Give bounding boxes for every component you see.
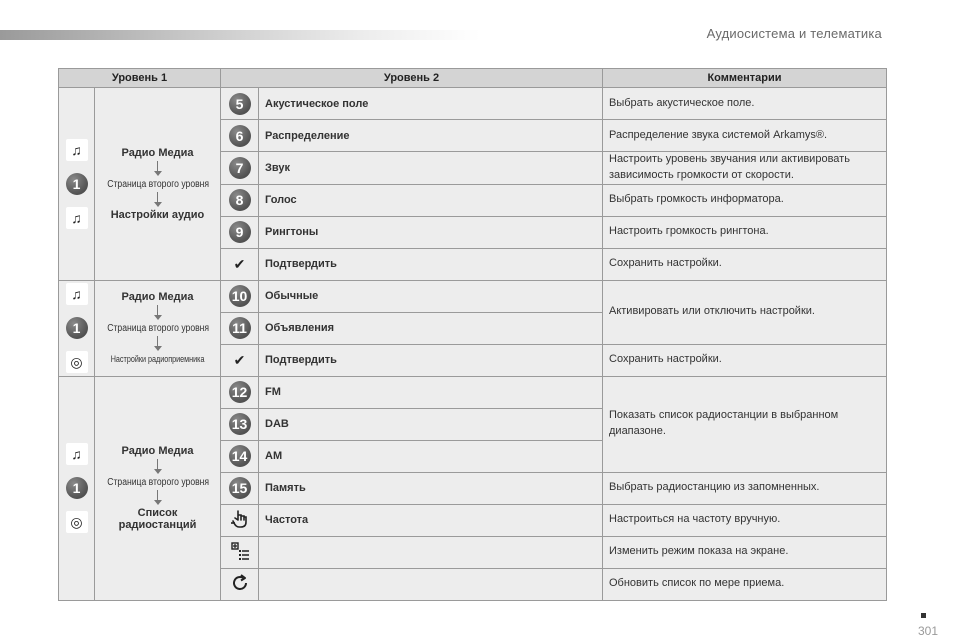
header-level-2: Уровень 2 xyxy=(221,69,603,88)
page-marker xyxy=(921,613,926,618)
level2-label: Акустическое поле xyxy=(259,88,603,120)
arrow-down-icon xyxy=(99,192,216,207)
level2-label: Память xyxy=(259,472,603,504)
hand-touch-icon xyxy=(229,508,251,530)
comment-text: Сохранить настройки. xyxy=(603,248,887,280)
arrow-down-icon xyxy=(99,161,216,176)
nav-audio-settings: Настройки аудио xyxy=(110,208,205,221)
group-2-icons xyxy=(59,280,95,376)
level2-label xyxy=(259,536,603,568)
level2-label: AM xyxy=(259,440,603,472)
level2-label xyxy=(259,568,603,600)
step-badge: 1 xyxy=(66,477,88,499)
radio-antenna-icon: ◎ xyxy=(66,351,88,373)
number-badge: 8 xyxy=(229,189,251,211)
step-badge: 1 xyxy=(66,317,88,339)
music-settings-icon: ♫ xyxy=(66,207,88,229)
comment-text: Выбрать громкость информатора. xyxy=(603,184,887,216)
number-badge: 7 xyxy=(229,157,251,179)
number-badge: 12 xyxy=(229,381,251,403)
checkmark-icon: ✔ xyxy=(233,351,246,368)
nav-radio-media: Радио Медиа xyxy=(121,445,194,458)
music-note-icon: ♫ xyxy=(66,139,88,161)
arrow-down-icon xyxy=(99,459,216,474)
level2-label: DAB xyxy=(259,408,603,440)
level2-label: Частота xyxy=(259,504,603,536)
level2-label: Звук xyxy=(259,152,603,185)
number-badge: 9 xyxy=(229,221,251,243)
refresh-icon xyxy=(229,572,251,594)
comment-text: Обновить список по мере приема. xyxy=(603,568,887,600)
page-number: 301 xyxy=(917,624,938,638)
step-badge: 1 xyxy=(66,173,88,195)
comment-text: Изменить режим показа на экране. xyxy=(603,536,887,568)
comment-text: Выбрать радиостанцию из запомненных. xyxy=(603,472,887,504)
number-badge: 15 xyxy=(229,477,251,499)
nav-radio-media: Радио Медиа xyxy=(121,146,194,159)
nav-radio-settings: Настройки радиоприемника xyxy=(110,354,205,365)
number-badge: 13 xyxy=(229,413,251,435)
number-badge: 6 xyxy=(229,125,251,147)
number-badge: 5 xyxy=(229,93,251,115)
comment-text: Активировать или отключить настройки. xyxy=(603,280,887,344)
comment-text: Сохранить настройки. xyxy=(603,344,887,376)
header-level-1: Уровень 1 xyxy=(59,69,221,88)
group-1-icons xyxy=(59,88,95,281)
table-row xyxy=(59,280,887,312)
level2-label: Подтвердить xyxy=(259,344,603,376)
level2-label: Распределение xyxy=(259,120,603,152)
level2-label: Подтвердить xyxy=(259,248,603,280)
music-note-icon: ♫ xyxy=(66,283,88,305)
radio-antenna-icon: ◎ xyxy=(66,511,88,533)
checkmark-icon: ✔ xyxy=(233,255,246,272)
group-2-nav xyxy=(95,280,221,376)
comment-text: Показать список радиостанции в выбранном диапазоне. xyxy=(603,376,887,472)
music-note-icon: ♫ xyxy=(66,443,88,465)
group-3-icons xyxy=(59,376,95,600)
section-title: Аудиосистема и телематика xyxy=(706,26,882,41)
list-view-icon xyxy=(229,540,251,562)
nav-second-level-page: Страница второго уровня xyxy=(107,178,210,190)
header-gradient-bar xyxy=(0,30,480,40)
arrow-down-icon xyxy=(99,490,216,505)
nav-radio-media: Радио Медиа xyxy=(121,291,194,304)
comment-text: Распределение звука системой Arkamys®. xyxy=(603,120,887,152)
nav-station-list: Список радиостанций xyxy=(118,507,197,532)
settings-table xyxy=(58,68,887,601)
level2-label: Голос xyxy=(259,184,603,216)
table-header-row xyxy=(59,69,887,88)
level2-label: FM xyxy=(259,376,603,408)
arrow-down-icon xyxy=(99,305,216,320)
arrow-down-icon xyxy=(99,336,216,351)
comment-text: Настроить уровень звучания или активировать зависимость громкости от скорости. xyxy=(603,152,887,185)
comment-text: Выбрать акустическое поле. xyxy=(603,88,887,120)
nav-second-level-page: Страница второго уровня xyxy=(107,323,210,335)
nav-second-level-page: Страница второго уровня xyxy=(107,477,210,489)
group-1-nav xyxy=(95,88,221,281)
level2-label: Рингтоны xyxy=(259,216,603,248)
table-row xyxy=(59,88,887,120)
level2-label: Объявления xyxy=(259,312,603,344)
number-badge: 14 xyxy=(229,445,251,467)
group-3-nav xyxy=(95,376,221,600)
header-comments: Комментарии xyxy=(603,69,887,88)
level2-label: Обычные xyxy=(259,280,603,312)
number-badge: 11 xyxy=(229,317,251,339)
comment-text: Настроиться на частоту вручную. xyxy=(603,504,887,536)
number-badge: 10 xyxy=(229,285,251,307)
table-row xyxy=(59,376,887,408)
comment-text: Настроить громкость рингтона. xyxy=(603,216,887,248)
